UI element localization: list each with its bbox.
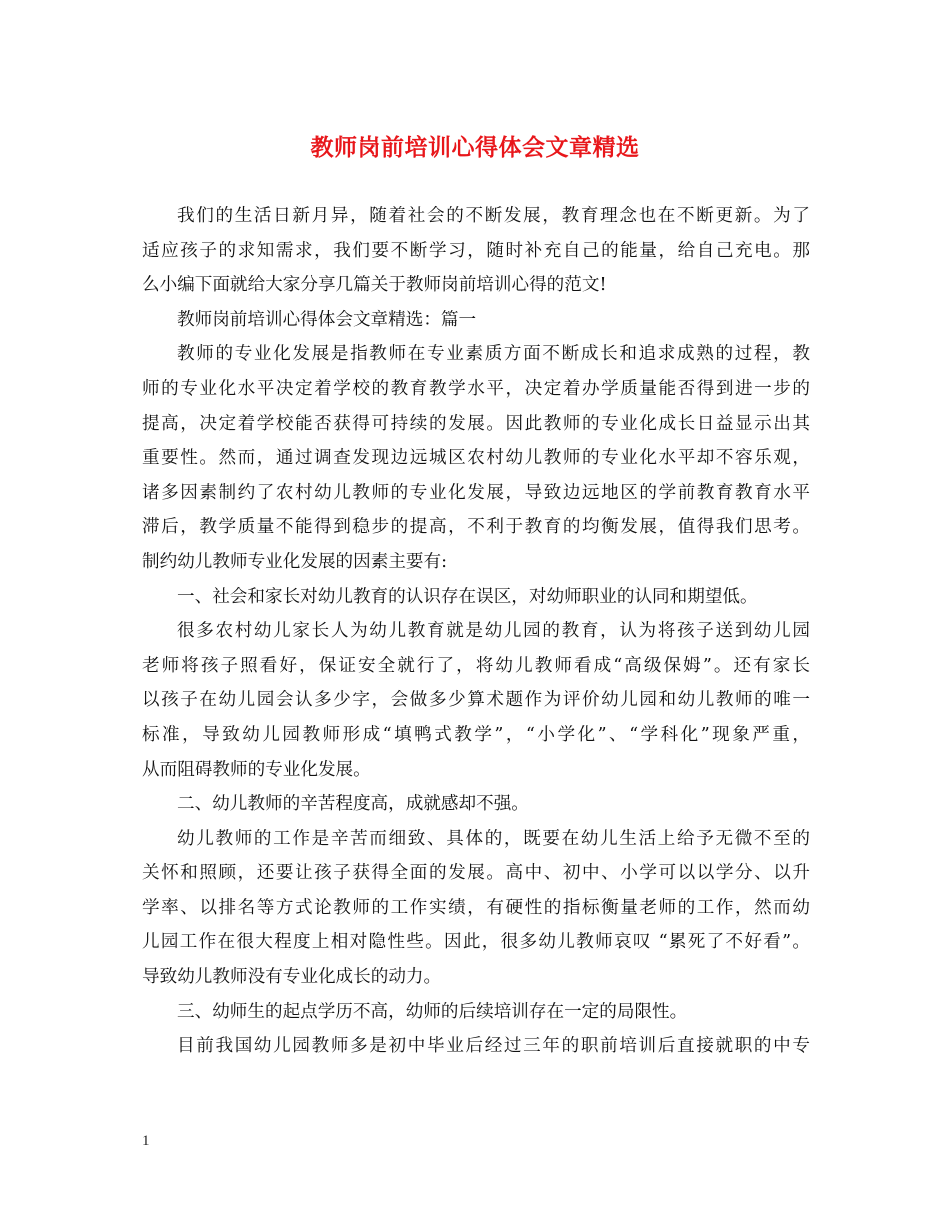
body-line: 适应孩子的求知需求，我们要不断学习，随时补充自己的能量，给自己充电。那 [142, 240, 810, 261]
page-number: 1 [142, 1133, 150, 1149]
body-line: 标准，导致幼儿园教师形成“填鸭式教学”，“小学化”、“学科化”现象严重， [142, 724, 810, 745]
body-line: 关怀和照顾，还要让孩子获得全面的发展。高中、初中、小学可以以学分、以升 [142, 863, 810, 884]
body-line: 师的专业化水平决定着学校的教育教学水平，决定着办学质量能否得到进一步的 [142, 378, 810, 399]
body-line: 制约幼儿教师专业化发展的因素主要有: [142, 551, 448, 572]
body-line: 很多农村幼儿家长人为幼儿教育就是幼儿园的教育，认为将孩子送到幼儿园 [177, 621, 810, 642]
document-body [142, 199, 810, 1064]
body-line: 儿园工作在很大程度上相对隐性些。因此，很多幼儿教师哀叹 “累死了不好看”。 [142, 932, 810, 953]
body-line: 目前我国幼儿园教师多是初中毕业后经过三年的职前培训后直接就职的中专 [177, 1036, 810, 1057]
body-line: 我们的生活日新月异，随着社会的不断发展，教育理念也在不断更新。为了 [177, 206, 810, 226]
document-title: 教师岗前培训心得体会文章精选 [310, 134, 640, 161]
body-line: 一、社会和家长对幼儿教育的认识存在误区，对幼师职业的认同和期望低。 [177, 586, 758, 607]
body-line: 以孩子在幼儿园会认多少字，会做多少算术题作为评价幼儿园和幼儿教师的唯一 [142, 690, 810, 711]
body-line: 三、幼师生的起点学历不高，幼师的后续培训存在一定的局限性。 [177, 1001, 688, 1022]
body-line: 二、幼儿教师的辛苦程度高，成就感却不强。 [177, 794, 529, 815]
body-line: 诸多因素制约了农村幼儿教师的专业化发展，导致边远地区的学前教育教育水平 [142, 482, 810, 503]
body-line: 提高，决定着学校能否获得可持续的发展。因此教师的专业化成长日益显示出其 [142, 413, 810, 434]
body-line: 么小编下面就给大家分享几篇关于教师岗前培训心得的范文! [142, 275, 607, 296]
body-line: 老师将孩子照看好，保证安全就行了，将幼儿教师看成“高级保姆”。还有家长 [142, 655, 810, 676]
body-line: 学率、以排名等方式论教师的工作实绩，有硬性的指标衡量老师的工作，然而幼 [142, 897, 810, 918]
body-line: 重要性。然而，通过调查发现边远城区农村幼儿教师的专业化水平却不容乐观， [142, 448, 810, 469]
body-line: 从而阻碍教师的专业化发展。 [142, 759, 371, 780]
body-line: 教师岗前培训心得体会文章精选：篇一 [177, 309, 477, 330]
body-line: 幼儿教师的工作是辛苦而细致、具体的，既要在幼儿生活上给予无微不至的 [177, 828, 810, 849]
body-line: 导致幼儿教师没有专业化成长的动力。 [142, 967, 442, 988]
body-line: 教师的专业化发展是指教师在专业素质方面不断成长和追求成熟的过程，教 [177, 344, 810, 365]
body-line: 滞后，教学质量不能得到稳步的提高，不利于教育的均衡发展，值得我们思考。 [142, 517, 810, 538]
